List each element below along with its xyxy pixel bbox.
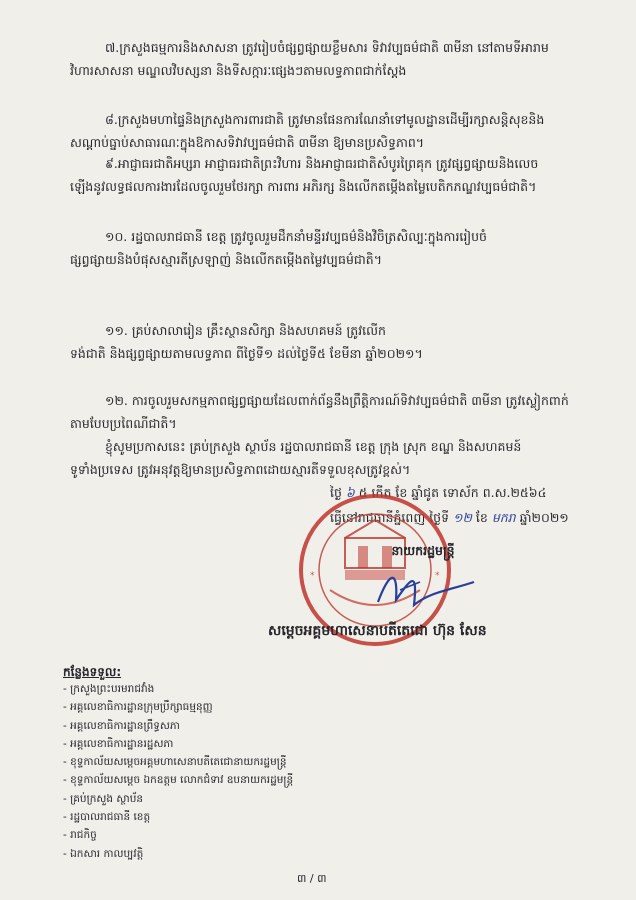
paragraph-12-line1: ១២. ការចូលរួមសកម្មភាពផ្សព្វផ្សាយដែលពាក់ព័ន្ធនឹងព្រឹត្តិការណ៍ទិវាវប្បធម៌ជាតិ ៣មីនា ត្រូវស្លៀកពាក់ xyxy=(105,393,569,408)
paragraph-11 xyxy=(70,319,590,365)
solar-date-month-label: ខែ xyxy=(475,510,488,525)
paragraph-9 xyxy=(70,152,590,198)
page-number: ៣ / ៣ xyxy=(297,872,327,885)
paragraph-12-line2: តាមបែបប្រពៃណីជាតិ។ xyxy=(70,416,177,431)
svg-text:*: * xyxy=(435,571,440,581)
closing-line2: ទូទាំងប្រទេស ត្រូវអនុវត្តឱ្យមានប្រសិទ្ធភាពដោយស្មារតីទទួលខុសត្រូវខ្ពស់។ xyxy=(70,462,411,477)
cc-item: - ក្រសួងព្រះបរមរាជវាំង xyxy=(63,683,155,695)
paragraph-10-line2: ផ្សព្វផ្សាយនិងបំផុសស្មារតីស្រឡាញ់ និងលើកតម្កើងតម្លៃវប្បធម៌ជាតិ។ xyxy=(70,252,382,267)
cc-item: - ខុទ្ទកាល័យសម្តេចអគ្គមហាសេនាបតីតេជោនាយករដ្ឋមន្ត្រី xyxy=(63,756,287,769)
paragraph-10-line1: ១០. រដ្ឋបាលរាជធានី ខេត្ត ត្រូវចូលរួមដឹកនាំមន្ទីរវប្បធម៌និងវិចិត្រសិល្បៈក្នុងការរៀបចំ xyxy=(105,229,487,244)
cc-heading: កន្លែងទទួល: xyxy=(63,665,122,679)
cc-item: - ឯកសារ កាលប្បវត្តិ xyxy=(63,847,144,860)
paragraph-8-line1: ៨.ក្រសួងមហាផ្ទៃនិងក្រសួងការពារជាតិ ត្រូវមានផែនការណែនាំទៅមូលដ្ឋានដើម្បីរក្សាសន្តិសុខនិង xyxy=(105,112,545,127)
closing-paragraph xyxy=(70,435,590,481)
closing-line1: ខ្ញុំសូមប្រកាសនេះ គ្រប់ក្រសួង ស្ថាប័ន រដ្ឋបាលរាជធានី ខេត្ត ក្រុង ស្រុក ខណ្ឌ និងសហគមន៍ xyxy=(105,439,522,454)
cc-item: - អគ្គលេខាធិការដ្ឋានរដ្ឋសភា xyxy=(63,737,174,750)
lunar-date-day: ៦ xyxy=(345,485,355,500)
paragraph-8-line2: សណ្តាប់ធ្នាប់សាធារណៈក្នុងឱកាសទិវាវប្បធម៌ជាតិ ៣មីនា ឱ្យមានប្រសិទ្ធភាព។ xyxy=(70,135,425,150)
paragraph-7-line2: វិហារសាសនា មណ្ឌលវិបស្សនា និងទីសក្ការៈផ្សេងៗតាមលទ្ធភាពជាក់ស្តែង xyxy=(70,63,407,78)
cc-list xyxy=(63,680,293,863)
signatory-name: សម្តេចអគ្គមហាសេនាបតីតេជោ ហ៊ុន សែន xyxy=(268,623,487,639)
signatory-title: នាយករដ្ឋមន្ត្រី xyxy=(391,543,455,558)
solar-date-year: ឆ្នាំ២០២១ xyxy=(519,510,569,525)
lunar-date-suffix: ឆ្នាំជូត ទោស័ក ព.ស.២៥៦៤ xyxy=(411,485,547,500)
cc-item: - អគ្គលេខាធិការដ្ឋានក្រុមប្រឹក្សាធម្មនុញ្ញ xyxy=(63,701,213,714)
lunar-date-prefix: ថ្ងៃ xyxy=(330,485,342,500)
cc-item: - គ្រប់ក្រសួង ស្ថាប័ន xyxy=(63,792,144,805)
cc-item: - អគ្គលេខាធិការដ្ឋានព្រឹទ្ធសភា xyxy=(63,719,180,732)
paragraph-9-line1: ៩.អាជ្ញាធរជាតិអប្សរា អាជ្ញាធរជាតិព្រះវិហារ និងអាជ្ញាធរជាតិសំបូរព្រៃគុក ត្រូវផ្សព្វផ្សាយនិងលេច xyxy=(105,156,539,171)
cc-item: - រដ្ឋបាលរាជធានី ខេត្ត xyxy=(63,811,151,824)
solar-date-prefix: ធ្វើនៅរាជធានីភ្នំពេញ ថ្ងៃទី xyxy=(330,510,450,525)
paragraph-7-line1: ៧.ក្រសួងធម្មការនិងសាសនា ត្រូវរៀបចំផ្សព្វផ្សាយខ្លឹមសារ ទិវាវប្បធម៌ជាតិ ៣មីនា នៅតាមទីអារាម xyxy=(105,40,549,55)
paragraph-10 xyxy=(70,225,590,271)
paragraph-11-line1: ១១. គ្រប់សាលារៀន គ្រឹះស្ថានសិក្សា និងសហគមន៍ ត្រូវលើក xyxy=(105,323,386,338)
paragraph-7 xyxy=(70,36,590,82)
lunar-date-mid: ៥ កើត ខែ xyxy=(358,485,408,500)
solar-date-day: ១២ xyxy=(453,510,472,525)
signature-icon xyxy=(370,560,480,615)
cc-item: - រាជកិច្ច xyxy=(63,829,97,842)
paragraph-8 xyxy=(70,108,590,154)
paragraph-9-line2: ឡើងនូវលទ្ធផលការងារដែលចូលរួមថែរក្សា ការពារ អភិរក្ស និងលើកតម្កើងតម្លៃបេតិកភណ្ឌវប្បធម៌ជាតិ។ xyxy=(70,179,537,194)
cc-item: - ខុទ្ទកាល័យសម្តេច ឯកឧត្តម លោកជំទាវ ឧបនាយករដ្ឋមន្ត្រី xyxy=(63,774,294,787)
paragraph-11-line2: ទង់ជាតិ និងផ្សព្វផ្សាយតាមលទ្ធភាព ពីថ្ងៃទី១ ដល់ថ្ងៃទី៥ ខែមីនា ឆ្នាំ២០២១។ xyxy=(70,346,423,361)
solar-date-month: មករា xyxy=(491,510,516,525)
paragraph-12 xyxy=(70,389,590,435)
svg-text:*: * xyxy=(310,571,315,581)
